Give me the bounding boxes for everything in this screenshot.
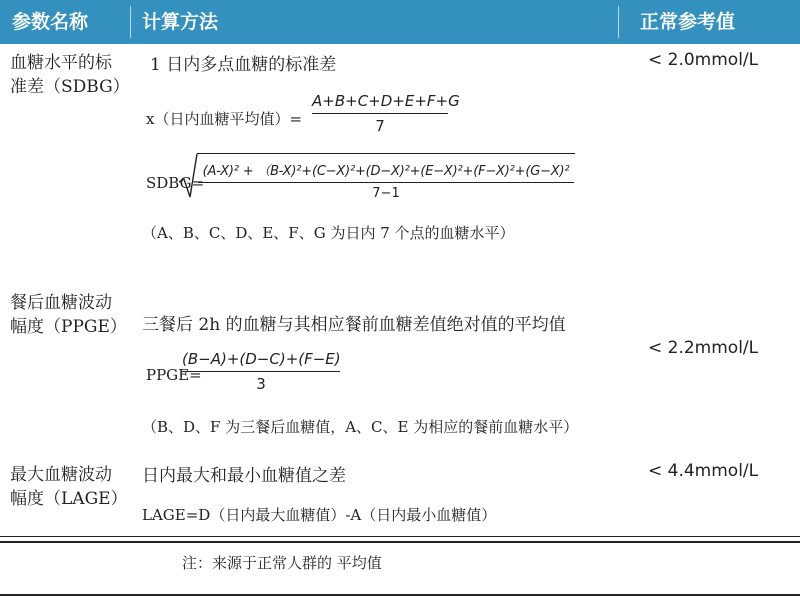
ppge-denominator: 3: [256, 375, 266, 393]
fraction-bar: [198, 182, 574, 183]
ppge-name-line1: 餐后血糖波动: [10, 293, 112, 313]
ppge-fraction: [182, 350, 340, 393]
fraction-bar: [182, 371, 340, 372]
ppge-normal-value: < 2.2mmol/L: [648, 338, 759, 358]
ppge-method-title: 三餐后 2h 的血糖与其相应餐前血糖差值绝对值的平均值: [142, 315, 566, 335]
header-normal-value: 正常参考值: [640, 11, 736, 33]
table-header: [0, 0, 800, 44]
lage-normal-value: < 4.4mmol/L: [648, 461, 759, 481]
lage-name-line1: 最大血糖波动: [10, 465, 112, 485]
sdbg-name-line1: 血糖水平的标: [10, 53, 112, 73]
lage-formula: LAGE=D（日内最大血糖值）-A（日内最小血糖值）: [142, 506, 497, 524]
header-param-name: 参数名称: [12, 11, 89, 33]
sdbg-normal-value: < 2.0mmol/L: [648, 50, 759, 70]
header-method: 计算方法: [142, 11, 219, 33]
lage-method-title: 日内最大和最小血糖值之差: [142, 466, 346, 486]
header-divider: [130, 6, 131, 38]
ppge-formula-label: PPGE=: [146, 366, 202, 384]
footnote: 注：来源于正常人群的 平均值: [182, 554, 382, 572]
header-divider: [618, 6, 619, 38]
x-mean-numerator: A+B+C+D+E+F+G: [312, 92, 460, 110]
ppge-numerator: (B−A)+(D−C)+(F−E): [182, 350, 341, 368]
sdbg-note: （A、B、C、D、E、F、G 为日内 7 个点的血糖水平）: [142, 224, 515, 242]
sdbg-method-title: 1 日内多点血糖的标准差: [150, 55, 337, 75]
sdbg-fraction: [198, 160, 574, 201]
lage-name-line2: 幅度（LAGE）: [10, 489, 128, 509]
sdbg-name-line2: 准差（SDBG）: [10, 77, 130, 97]
x-mean-fraction: [312, 92, 460, 135]
table-divider: [0, 541, 800, 543]
fraction-bar: [312, 113, 448, 114]
x-mean-label: x（日内血糖平均值）=: [146, 110, 303, 128]
table-bottom-rule: [0, 594, 800, 596]
ppge-note: （B、D、F 为三餐后血糖值，A、C、E 为相应的餐前血糖水平）: [142, 418, 579, 436]
sdbg-denominator: 7−1: [372, 186, 400, 201]
table-divider: [0, 536, 800, 537]
ppge-name-line2: 幅度（PPGE）: [10, 317, 127, 337]
sdbg-numerator: (A-X)² + （B-X)²+(C−X)²+(D−X)²+(E−X)²+(F−X)²+(G−X)²: [202, 164, 570, 179]
x-mean-denominator: 7: [375, 117, 385, 135]
sdbg-formula-label: SDBG=: [146, 174, 205, 192]
sqrt-overline: [197, 153, 575, 154]
sqrt-radical-icon: [178, 152, 198, 200]
